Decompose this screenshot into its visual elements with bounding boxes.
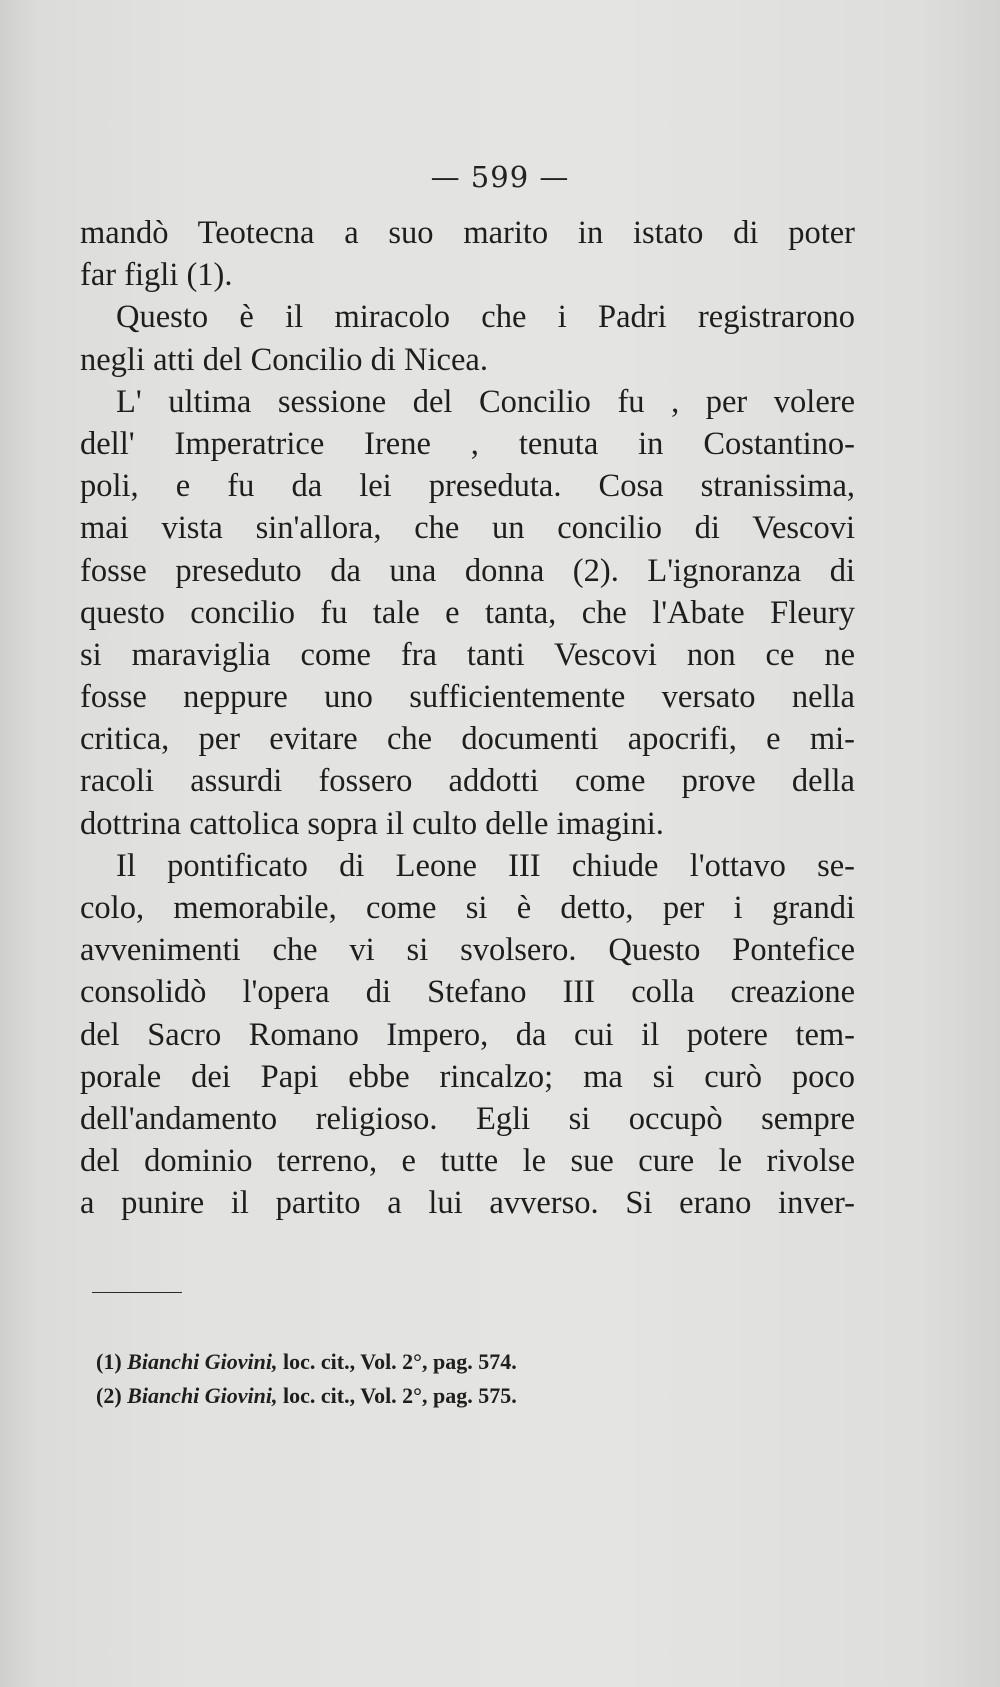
body-text (80, 212, 855, 1225)
text-line: avvenimenti che vi si svolsero. Questo Pontefice (80, 932, 855, 969)
footnote-mark: (2) (96, 1383, 122, 1408)
page-number: — 599 — (430, 160, 570, 194)
text-line: far figli (1). (80, 257, 233, 294)
text-line: porale dei Papi ebbe rincalzo; ma si curò poco (80, 1058, 855, 1095)
text-line: poli, e fu da lei preseduta. Cosa stranissima, (80, 468, 855, 505)
text-line: negli atti del Concilio di Nicea. (80, 341, 488, 378)
text-line: questo concilio fu tale e tanta, che l'Abate Fleury (80, 594, 855, 631)
text-line: fosse neppure uno sufficientemente versato nella (80, 679, 855, 716)
text-line: colo, memorabile, come si è detto, per i grandi (80, 890, 855, 926)
text-line: racoli assurdi fossero addotti come prove della (80, 763, 855, 800)
footnote-reference: loc. cit., Vol. 2°, pag. 574. (277, 1349, 517, 1374)
text-line: L' ultima sessione del Concilio fu , per volere (116, 383, 855, 420)
text-line: a punire il partito a lui avverso. Si erano inver- (80, 1185, 855, 1222)
footnote-author: Bianchi Giovini, (127, 1349, 278, 1374)
text-line: critica, per evitare che documenti apocrifi, e mi- (80, 721, 855, 758)
footnote (96, 1379, 796, 1413)
footnote-author: Bianchi Giovini, (127, 1383, 278, 1408)
text-line: consolidò l'opera di Stefano III colla creazione (80, 974, 855, 1011)
footnote-separator (92, 1292, 182, 1293)
text-line: si maraviglia come fra tanti Vescovi non ce ne (80, 636, 855, 673)
text-line: dell'andamento religioso. Egli si occupò sempre (80, 1100, 855, 1137)
text-line: dottrina cattolica sopra il culto delle imagini. (80, 805, 664, 842)
text-line: Il pontificato di Leone III chiude l'ottavo se- (116, 847, 855, 884)
footnote (96, 1345, 796, 1379)
text-line: mandò Teotecna a suo marito in istato di poter (80, 215, 855, 251)
footnotes (96, 1345, 796, 1413)
text-line: del dominio terreno, e tutte le sue cure le rivolse (80, 1143, 855, 1180)
footnote-reference: loc. cit., Vol. 2°, pag. 575. (277, 1383, 517, 1408)
text-line: dell' Imperatrice Irene , tenuta in Costantino- (80, 425, 855, 462)
text-line: del Sacro Romano Impero, da cui il potere tem- (80, 1016, 855, 1053)
text-line: mai vista sin'allora, che un concilio di Vescovi (80, 510, 855, 547)
footnote-mark: (1) (96, 1349, 122, 1374)
text-line: fosse preseduto da una donna (2). L'ignoranza di (80, 552, 855, 589)
text-line: Questo è il miracolo che i Padri registrarono (116, 299, 855, 336)
